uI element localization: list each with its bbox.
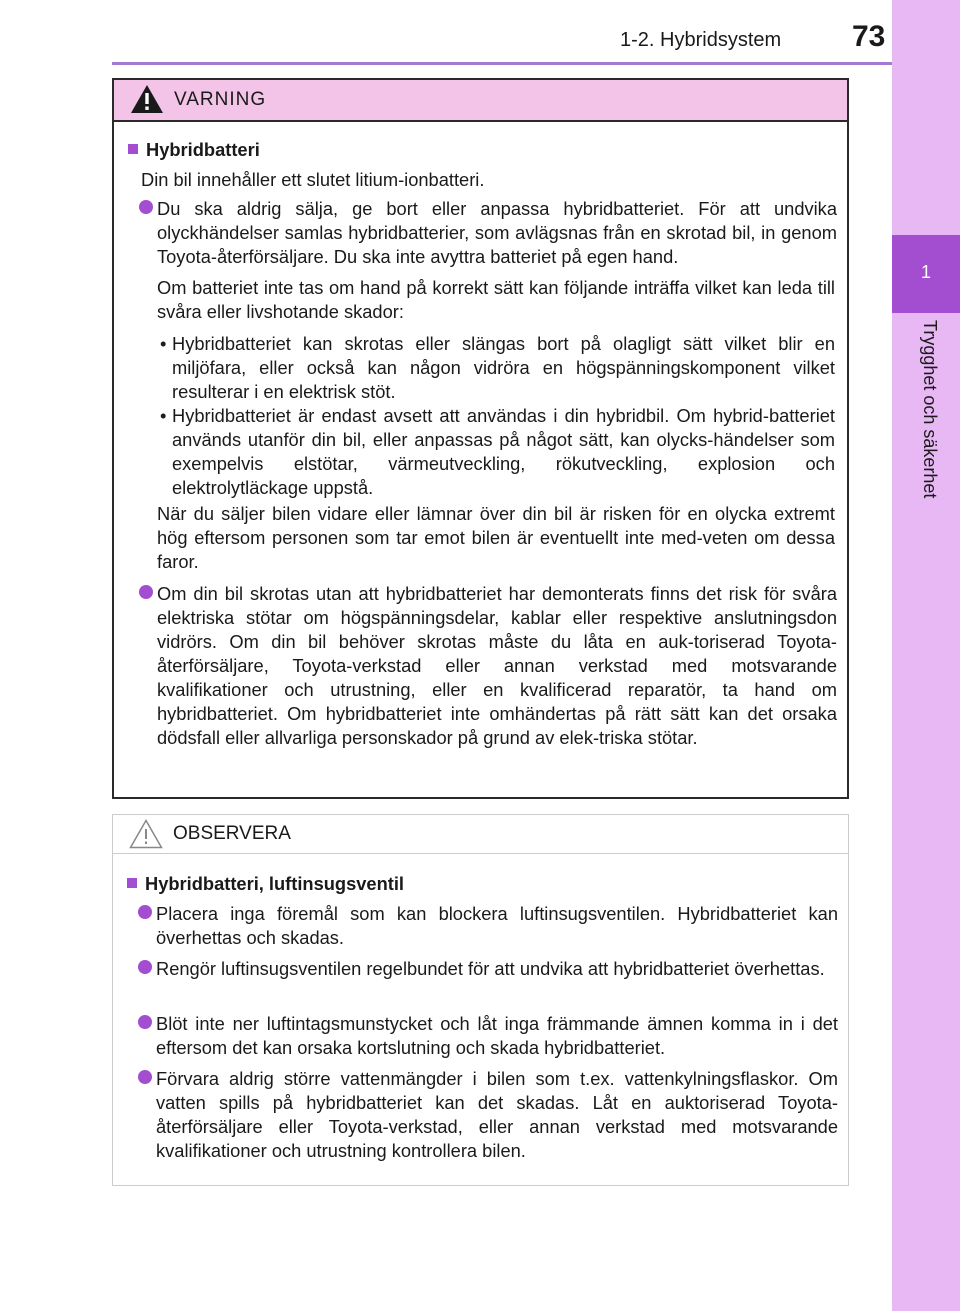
page-number: 73 [852, 20, 886, 53]
bullet-dot-icon [138, 1015, 152, 1029]
caution-bullet-4: Förvara aldrig större vattenmängder i bilen som t.ex. vattenkylningsflaskor. Om vatten spills på hybridbatteriet kan det skadas. Låt en auktoriserad Toyota-återförsäljare eller Toyota-verkstad, eller annan verkstad med motsvarande kvalifikationer och utrustning kontrollera bilen. [156, 1068, 838, 1161]
header-section-title: 1-2. Hybridsystem [620, 29, 782, 51]
warning-sub-item-1: Hybridbatteriet kan skrotas eller slängas bort på olagligt sätt vilket blir en miljöfara, eller också kan någon vidröra en högspänningskomponent vilket resulterar i en elektrisk stöt. [172, 333, 835, 402]
section-square-icon [128, 144, 138, 154]
warning-sub-paragraph-2: När du säljer bilen vidare eller lämnar över din bil är risken för en olycka extremt hög eftersom personen som tar emot bilen är eventuellt inte med-veten om dessa faror. [157, 503, 835, 572]
bullet-dot-icon [139, 585, 153, 599]
chapter-number: 1 [920, 262, 931, 282]
warning-icon [130, 84, 164, 114]
section-square-icon [127, 878, 137, 888]
caution-box [112, 814, 849, 1186]
chapter-side-tab [892, 0, 960, 1311]
caution-bullet-2: Rengör luftinsugsventilen regelbundet för att undvika att hybridbatteriet överhettas. [156, 958, 825, 979]
warning-box [112, 78, 849, 799]
warning-title: VARNING [174, 89, 267, 110]
warning-sub-paragraph: Om batteriet inte tas om hand på korrekt sätt kan följande inträffa vilket kan leda till svåra eller livshotande skador: [157, 277, 835, 322]
warning-title-bar [114, 80, 847, 122]
header-rule [112, 62, 892, 65]
warning-bullet-1: Du ska aldrig sälja, ge bort eller anpassa hybridbatteriet. För att undvika olyckhändelser samlas hybridbatterier, som avlägsnas från en skrotad bil, in genom Toyota-återförsäljare. Du ska inte avyttra batteriet på egen hand. [157, 198, 837, 267]
caution-title: OBSERVERA [173, 823, 291, 844]
warning-bullet-2: Om din bil skrotas utan att hybridbatteriet har demonterats finns det risk för svåra elektriska stötar om högspänningsdelar, kablar eller respektive anslutningsdon vidrörs. Om din bil behöver skrotas måste du låta en auk-toriserad Toyota-återförsäljare, Toyota-verkstad eller annan verkstad med motsvarande kvalifikationer och utrustning, eller en kvalificerad reparatör, ta hand om hybridbatteriet. Om hybridbatteriet inte omhändertas på rätt sätt kan det orsaka dödsfall eller allvarliga personskador på grund av elek-triska stötar. [157, 583, 837, 748]
bullet-dot-icon [138, 1070, 152, 1084]
warning-sub-item-2: Hybridbatteriet är endast avsett att användas i din hybridbil. Om hybrid-batteriet används utanför din bil, eller anpassas på något sätt, kan olycks-händelser som exempelvis elstötar, värmeutveckling, rökutveckling, explosion och elektrolytläckage uppstå. [172, 405, 835, 498]
caution-bullet-3: Blöt inte ner luftintagsmunstycket och låt inga främmande ämnen komma in i det eftersom det kan orsaka kortslutning och skada hybridbatteriet. [156, 1013, 838, 1058]
chapter-label: Trygghet och säkerhet [920, 320, 940, 499]
warning-section-title [128, 138, 260, 162]
warning-section-title-text: Hybridbatteri [146, 139, 260, 160]
caution-icon [129, 819, 163, 849]
bullet-dot-icon [138, 905, 152, 919]
warning-intro: Din bil innehåller ett slutet litium-ionbatteri. [141, 169, 485, 190]
caution-title-bar [113, 815, 848, 854]
bullet-dot-icon [138, 960, 152, 974]
caution-section-title-text: Hybridbatteri, luftinsugsventil [145, 873, 405, 894]
sub-item-2-marker: • [160, 405, 167, 426]
caution-section-title [127, 872, 404, 896]
caution-bullet-1: Placera inga föremål som kan blockera luftinsugsventilen. Hybridbatteriet kan överhettas och skadas. [156, 903, 838, 948]
bullet-dot-icon [139, 200, 153, 214]
sub-item-1-marker: • [160, 333, 167, 354]
